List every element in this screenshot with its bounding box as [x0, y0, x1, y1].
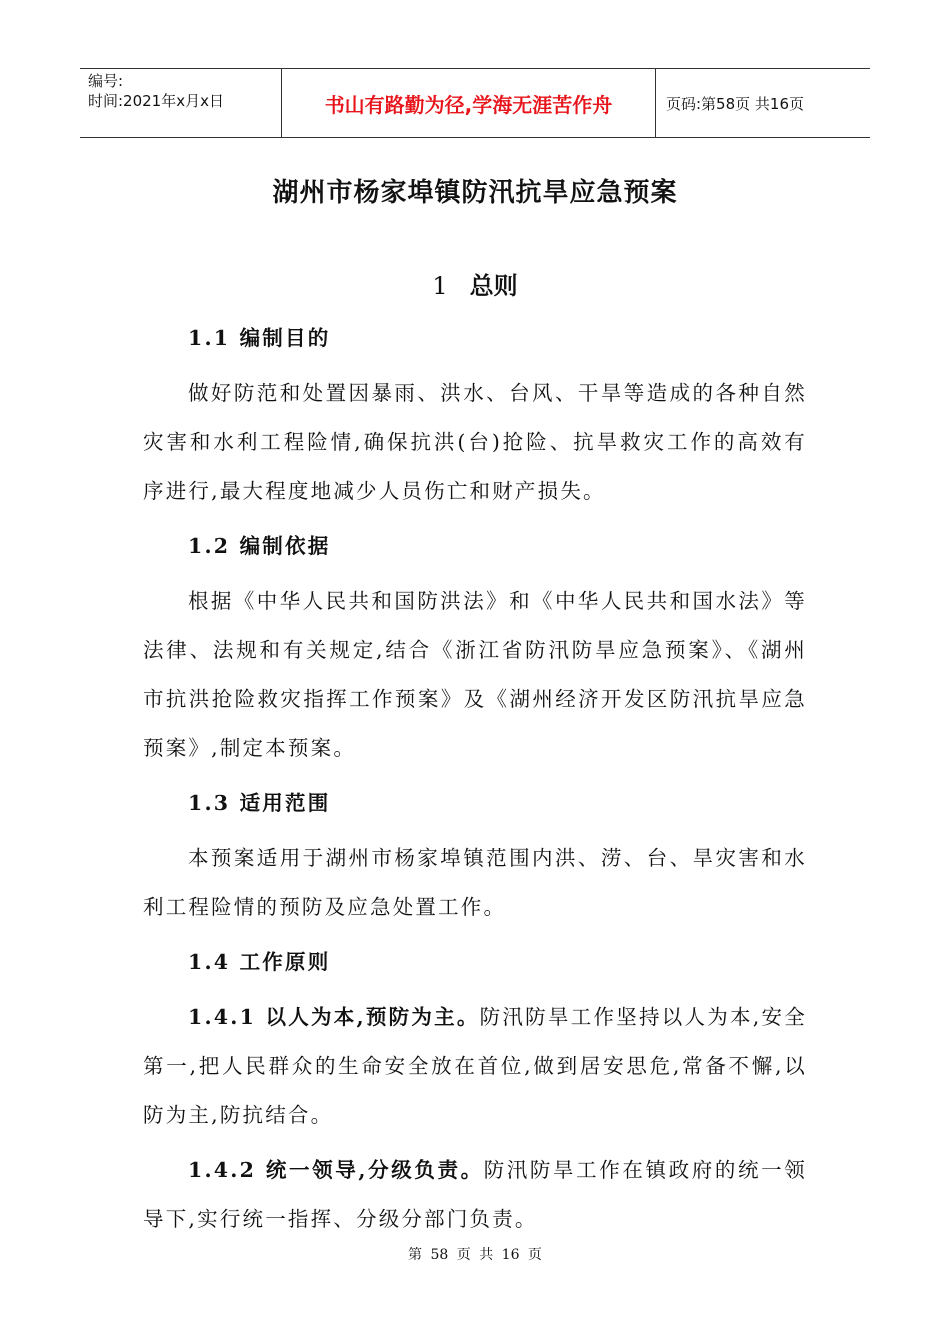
chapter-title: 总则 [469, 271, 518, 300]
chapter-heading [0, 266, 950, 301]
document-body [143, 314, 807, 1244]
page-header [80, 68, 870, 138]
section-heading: 1.3 适用范围 [188, 791, 331, 815]
principle-lead: 1.4.2 统一领导,分级负责。 [188, 1158, 484, 1182]
principle-paragraph [143, 993, 807, 1140]
chapter-number: 1 [432, 272, 448, 300]
header-page-info: 页码:第58页 共16页 [666, 94, 804, 113]
section-paragraph: 本预案适用于湖州市杨家埠镇范围内洪、涝、台、旱灾害和水利工程险情的预防及应急处置工作。 [143, 846, 807, 919]
principle-text: 防汛防旱工作在镇政府的统一领导下,实行统一指挥、分级分部门负责。 [143, 1158, 807, 1231]
principle-text: 防汛防旱工作坚持以人为本,安全第一,把人民群众的生命安全放在首位,做到居安思危,常备不懈,以防为主,防抗结合。 [143, 1005, 807, 1127]
section-heading: 1.2 编制依据 [188, 534, 331, 558]
section-heading: 1.4 工作原则 [188, 950, 331, 974]
page-footer: 第 58 页 共 16 页 [408, 1247, 542, 1263]
section-paragraph: 根据《中华人民共和国防洪法》和《中华人民共和国水法》等法律、法规和有关规定,结合《浙江省防汛防旱应急预案》、《湖州市抗洪抢险救灾指挥工作预案》及《湖州经济开发区防汛抗旱应急预案》,制定本预案。 [143, 589, 807, 760]
header-meta [80, 69, 281, 137]
document-number-label: 编号: [88, 72, 124, 90]
header-motto: 书山有路勤为径,学海无涯苦作舟 [281, 69, 656, 137]
principle-lead: 1.4.1 以人为本,预防为主。 [188, 1005, 480, 1029]
document-title: 湖州市杨家埠镇防汛抗旱应急预案 [272, 178, 678, 208]
section-heading: 1.1 编制目的 [188, 326, 331, 350]
document-time-label: 时间:2021年x月x日 [88, 92, 224, 110]
section-paragraph: 做好防范和处置因暴雨、洪水、台风、干旱等造成的各种自然灾害和水利工程险情,确保抗洪(台)抢险、抗旱救灾工作的高效有序进行,最大程度地减少人员伤亡和财产损失。 [143, 381, 807, 503]
principle-paragraph [143, 1146, 807, 1244]
